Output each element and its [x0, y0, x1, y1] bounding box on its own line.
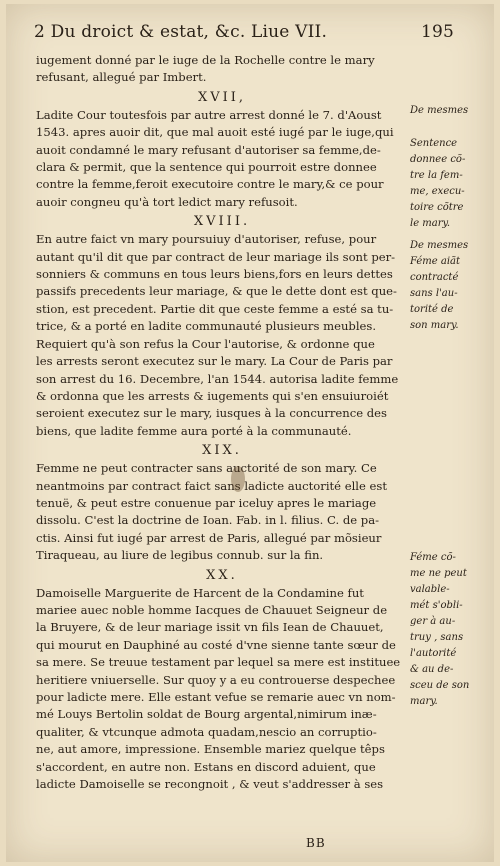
text-line: ladicte Damoiselle se recongnoit , & veut s'addresser à ses: [36, 777, 384, 792]
text-line: Tiraqueau, au liure de legibus connub. sur la fin.: [36, 548, 324, 563]
text-line: Damoiselle Marguerite de Harcent de la Condamine fut: [36, 585, 364, 600]
text-line: neantmoins par contract faict sans ladicte auctorité elle est: [36, 478, 388, 493]
text-line: biens, que ladite femme aura porté à la communauté.: [36, 423, 352, 438]
text-line: contre la femme,feroit executoire contre le mary,& ce pour: [36, 177, 384, 192]
margin-line: me ne peut: [410, 568, 467, 579]
margin-line: mary.: [410, 696, 438, 707]
text-line: dissolu. C'est la doctrine de Ioan. Fab. in l. filius. C. de pa-: [36, 513, 380, 528]
margin-line: contracté: [410, 272, 459, 283]
text-line: heritiere vniuerselle. Sur quoy y a eu controuerse despechee: [36, 672, 396, 687]
header-title: 2 Du droict & estat, &c. Liue VII.: [34, 22, 328, 42]
paragraph-xvii: [36, 107, 408, 211]
signature-mark: BB: [306, 836, 326, 850]
text-line: stion, est precedent. Partie dit que ceste femme a esté sa tu-: [36, 301, 394, 316]
margin-line: & au de-: [410, 664, 454, 675]
margin-line: mét s'obli-: [410, 600, 463, 611]
margin-note-3: [410, 238, 496, 334]
text-line: passifs precedents leur mariage, & que le dette dont est que-: [36, 284, 397, 299]
main-text: [36, 52, 408, 793]
text-line: & ordonna que les arrests & iugements qui s'en ensuiuroiét: [36, 388, 389, 403]
text-line: Femme ne peut contracter sans auctorité de son mary. Ce: [36, 461, 377, 476]
ink-stain: [231, 466, 245, 492]
margin-line: donnee cõ-: [410, 154, 466, 165]
text-line: Ladite Cour toutesfois par autre arrest donné le 7. d'Aoust: [36, 107, 382, 122]
text-line: trice, & a porté en ladite communauté plusieurs meubles.: [36, 319, 377, 334]
paragraph-xviii: [36, 231, 408, 440]
margin-line: Féme aiãt: [410, 256, 461, 267]
text-line: autant qu'il dit que par contract de leur mariage ils sont per-: [36, 249, 396, 264]
text-line: Requiert qu'à son refus la Cour l'autorise, & ordonne que: [36, 336, 375, 351]
text-line: auoir congneu qu'à tort ledict mary refusoit.: [36, 194, 298, 209]
text-line: 1543. apres auoir dit, que mal auoit esté iugé par le iuge,qui: [36, 125, 394, 140]
text-line: ctis. Ainsi fut iugé par arrest de Paris, allegué par mõsieur: [36, 530, 382, 545]
text-line: seroient executez sur le mary, iusques à la concurrence des: [36, 406, 387, 421]
text-line: tenuë, & peut estre conuenue par iceluy apres le mariage: [36, 495, 377, 510]
text-line: En autre faict vn mary poursuiuy d'autoriser, refuse, pour: [36, 232, 377, 247]
text-line: mariee auec noble homme Iacques de Chauuet Seigneur de: [36, 602, 388, 617]
margin-line: le mary.: [410, 218, 451, 229]
margin-note-2: [410, 136, 496, 232]
running-header: [34, 22, 454, 42]
margin-line: son mary.: [410, 320, 459, 331]
text-line: qui mourut en Dauphiné au costé d'vne sienne tante sœur de: [36, 637, 396, 652]
margin-line: truy , sans: [410, 632, 464, 643]
section-heading-xviii: XVIII.: [193, 214, 251, 230]
margin-line: De mesmes: [410, 105, 469, 116]
margin-line: valable-: [410, 584, 450, 595]
section-heading-xvii: XVII,: [197, 89, 247, 105]
text-line: refusant, allegué par Imbert.: [36, 70, 207, 85]
paragraph-xx: [36, 585, 408, 794]
book-page: [6, 4, 494, 862]
page-number: 195: [420, 22, 454, 42]
text-line: iugement donné par le iuge de la Rochelle contre le mary: [36, 53, 375, 67]
text-line: sa mere. Se treuue testament par lequel sa mere est instituee: [36, 655, 401, 670]
text-line: auoit condamné le mary refusant d'autoriser sa femme,de-: [36, 142, 381, 157]
text-line: ne, aut amore, impressione. Ensemble mariez quelque têps: [36, 742, 385, 757]
section-heading-xx: XX.: [206, 567, 238, 583]
margin-line: De mesmes: [410, 240, 469, 251]
text-line: la Bruyere, & de leur mariage issit vn fils Iean de Chauuet,: [36, 620, 384, 635]
margin-line: Sentence: [410, 138, 458, 149]
text-line: clara & permit, que la sentence qui pourroit estre donnee: [36, 160, 377, 175]
margin-line: l'autorité: [410, 648, 457, 659]
text-line: son arrest du 16. Decembre, l'an 1544. autorisa ladite femme: [36, 371, 399, 386]
margin-line: ger à au-: [410, 616, 456, 627]
section-heading-xix: XIX.: [202, 443, 242, 459]
margin-note-1: [410, 103, 496, 119]
text-line: qualiter, & vtcunque admota quadam,nescio an corruptio-: [36, 724, 377, 739]
margin-note-4: [410, 550, 496, 710]
text-line: pour ladicte mere. Elle estant vefue se remarie auec vn nom-: [36, 690, 396, 704]
margin-line: sans l'au-: [410, 288, 458, 299]
margin-line: me, execu-: [410, 186, 465, 197]
margin-line: toire cõtre: [410, 202, 464, 213]
text-line: mé Louys Bertolin soldat de Bourg argental,nimirum inæ-: [36, 707, 377, 722]
margin-line: Féme cõ-: [410, 552, 456, 563]
margin-line: sceu de son: [410, 680, 470, 691]
text-line: s'accordent, en autre non. Estans en discord aduient, que: [36, 759, 376, 774]
paragraph-intro: [36, 52, 408, 87]
margin-line: tre la fem-: [410, 170, 463, 181]
paragraph-xix: [36, 460, 408, 564]
margin-line: torité de: [410, 304, 454, 315]
text-line: les arrests seront executez sur le mary. La Cour de Paris par: [36, 354, 393, 369]
text-line: sonniers & communs en tous leurs biens,fors en leurs dettes: [36, 267, 393, 282]
